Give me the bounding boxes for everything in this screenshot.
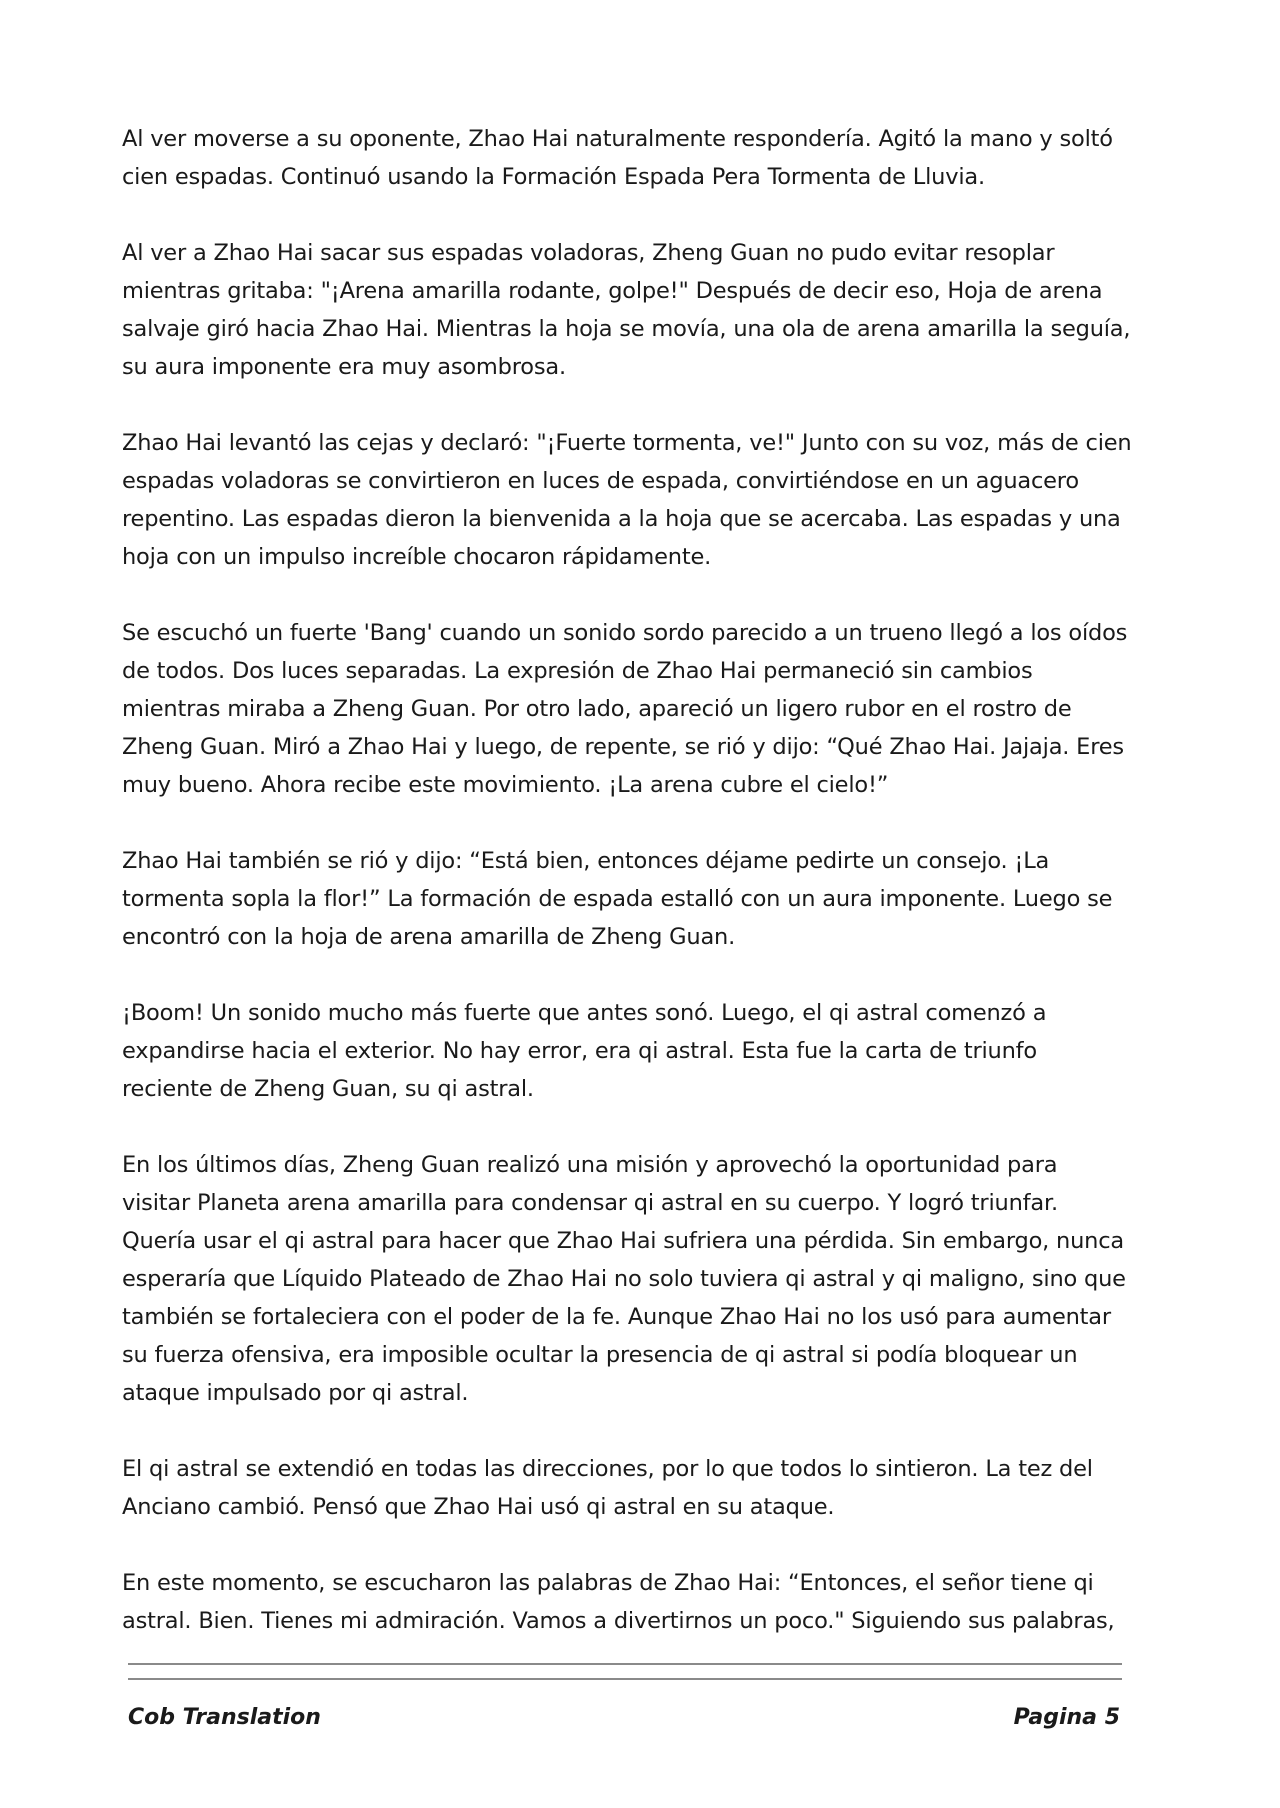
paragraph-3: Zhao Hai levantó las cejas y declaró: "¡Fuerte tormenta, ve!" Junto con su voz, más de cien espadas voladoras se convirtieron en luces de espada, convirtiéndose en un aguacero repentino. Las espadas dieron la bienvenida a la hoja que se acercaba. Las espadas y una hoja con un impulso increíble chocaron rápidamente. — [122, 430, 1132, 570]
paragraph-9: En este momento, se escucharon las palabras de Zhao Hai: “Entonces, el señor tiene qi astral. Bien. Tienes mi admiración. Vamos a divertirnos un poco." Siguiendo sus palabras, — [122, 1570, 1115, 1634]
footer-translator-credit: Cob Translation — [128, 1705, 321, 1730]
paragraph-1: Al ver moverse a su oponente, Zhao Hai naturalmente respondería. Agitó la mano y soltó cien espadas. Continuó usando la Formación Espada Pera Tormenta de Lluvia. — [122, 126, 1113, 190]
footer-page-number: Pagina 5 — [1013, 1705, 1120, 1730]
body-text — [122, 120, 1132, 1678]
paragraph-7: En los últimos días, Zheng Guan realizó una misión y aprovechó la oportunidad para visitar Planeta arena amarilla para condensar qi astral en su cuerpo. Y logró triunfar. Quería usar el qi astral para hacer que Zhao Hai sufriera una pérdida. Sin embargo, nunca esperaría que Líquido Plateado de Zhao Hai no solo tuviera qi astral y qi maligno, sino que también se fortaleciera con el poder de la fe. Aunque Zhao Hai no los usó para aumentar su fuerza ofensiva, era imposible ocultar la presencia de qi astral si podía bloquear un ataque impulsado por qi astral. — [122, 1152, 1126, 1406]
footer-divider-bottom — [128, 1678, 1122, 1680]
paragraph-8: El qi astral se extendió en todas las direcciones, por lo que todos lo sintieron. La tez del Anciano cambió. Pensó que Zhao Hai usó qi astral en su ataque. — [122, 1456, 1093, 1520]
paragraph-6: ¡Boom! Un sonido mucho más fuerte que antes sonó. Luego, el qi astral comenzó a expandirse hacia el exterior. No hay error, era qi astral. Esta fue la carta de triunfo reciente de Zheng Guan, su qi astral. — [122, 1000, 1047, 1102]
paragraph-5: Zhao Hai también se rió y dijo: “Está bien, entonces déjame pedirte un consejo. ¡La tormenta sopla la flor!” La formación de espada estalló con un aura imponente. Luego se encontró con la hoja de arena amarilla de Zheng Guan. — [122, 848, 1113, 950]
footer-divider-top — [128, 1663, 1122, 1665]
paragraph-4: Se escuchó un fuerte 'Bang' cuando un sonido sordo parecido a un trueno llegó a los oídos de todos. Dos luces separadas. La expresión de Zhao Hai permaneció sin cambios mientras miraba a Zheng Guan. Por otro lado, apareció un ligero rubor en el rostro de Zheng Guan. Miró a Zhao Hai y luego, de repente, se rió y dijo: “Qué Zhao Hai. Jajaja. Eres muy bueno. Ahora recibe este movimiento. ¡La arena cubre el cielo!” — [122, 620, 1128, 798]
paragraph-2: Al ver a Zhao Hai sacar sus espadas voladoras, Zheng Guan no pudo evitar resoplar mientras gritaba: "¡Arena amarilla rodante, golpe!" Después de decir eso, Hoja de arena salvaje giró hacia Zhao Hai. Mientras la hoja se movía, una ola de arena amarilla la seguía, su aura imponente era muy asombrosa. — [122, 240, 1131, 380]
